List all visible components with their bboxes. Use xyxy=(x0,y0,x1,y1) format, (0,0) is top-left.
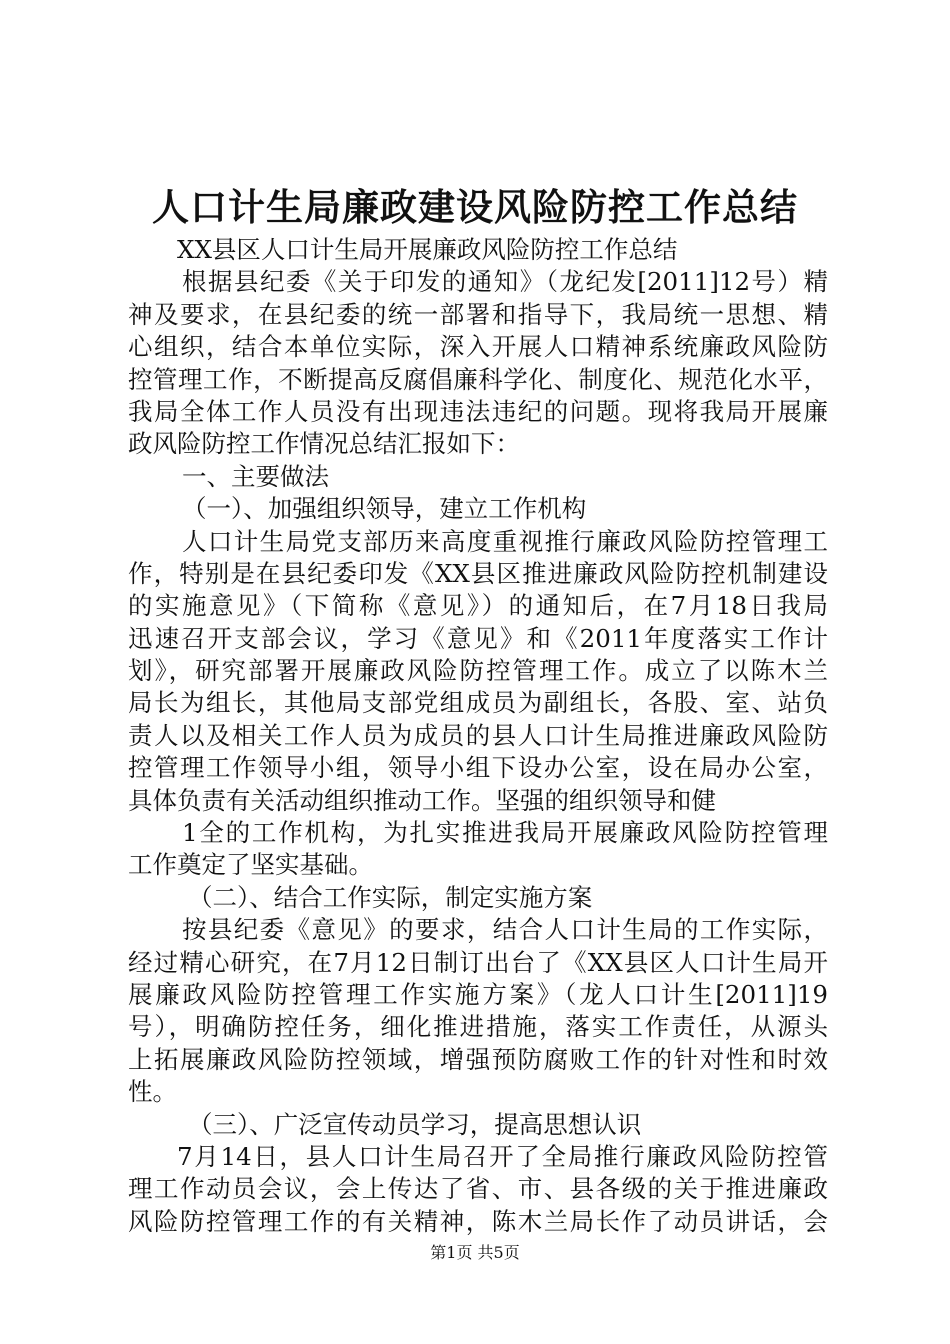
paragraph-line: 展廉政风险防控管理工作实施方案》（龙人口计生[2011]19 xyxy=(128,979,828,1009)
document-body xyxy=(128,234,828,1238)
paragraph-line: 号），明确防控任务，细化推进措施，落实工作责任，从源头 xyxy=(128,1012,828,1042)
subsection-heading: （三）、广泛宣传动员学习，提高思想认识 xyxy=(188,1109,642,1139)
paragraph-line: 具体负责有关活动组织推动工作。坚强的组织领导和健 xyxy=(128,785,716,815)
paragraph-line: 责人以及相关工作人员为成员的县人口计生局推进廉政风险防 xyxy=(128,720,828,750)
paragraph-line: 心组织，结合本单位实际，深入开展人口精神系统廉政风险防 xyxy=(128,332,828,362)
paragraph-line: 7月14日，县人口计生局召开了全局推行廉政风险防控管 xyxy=(177,1141,828,1171)
paragraph-line: 划》，研究部署开展廉政风险防控管理工作。成立了以陈木兰 xyxy=(128,656,828,686)
paragraph-line: 1全的工作机构，为扎实推进我局开展廉政风险防控管理 xyxy=(182,818,828,848)
paragraph-line: 经过精心研究，在7月12日制订出台了《XX县区人口计生局开 xyxy=(128,947,828,977)
subsection-heading: （一）、加强组织领导，建立工作机构 xyxy=(182,494,587,524)
paragraph-line: 神及要求，在县纪委的统一部署和指导下，我局统一思想、精 xyxy=(128,299,828,329)
paragraph-line: 风险防控管理工作的有关精神，陈木兰局长作了动员讲话，会 xyxy=(128,1206,828,1236)
paragraph-line: 政风险防控工作情况总结汇报如下： xyxy=(128,429,520,459)
subtitle-line: XX县区人口计生局开展廉政风险防控工作总结 xyxy=(177,235,678,264)
paragraph-line: 我局全体工作人员没有出现违法违纪的问题。现将我局开展廉 xyxy=(128,396,828,426)
paragraph-line: 控管理工作领导小组，领导小组下设办公室，设在局办公室， xyxy=(128,753,828,783)
paragraph-line: 人口计生局党支部历来高度重视推行廉政风险防控管理工 xyxy=(182,526,828,556)
paragraph-line: 根据县纪委《关于印发的通知》（龙纪发[2011]12号）精 xyxy=(182,267,828,297)
page-number: 第1页 共5页 xyxy=(430,1243,520,1262)
paragraph-line: 的实施意见》（下简称《意见》）的通知后，在7月18日我局 xyxy=(128,591,828,621)
paragraph-line: 局长为组长，其他局支部党组成员为副组长，各股、室、站负 xyxy=(128,688,828,718)
paragraph-line: 工作奠定了坚实基础。 xyxy=(128,850,373,880)
paragraph-line: 性。 xyxy=(128,1077,177,1107)
subsection-heading: （二）、结合工作实际，制定实施方案 xyxy=(188,882,593,912)
paragraph-line: 迅速召开支部会议，学习《意见》和《2011年度落实工作计 xyxy=(128,623,828,653)
paragraph-line: 按县纪委《意见》的要求，结合人口计生局的工作实际， xyxy=(182,915,828,945)
paragraph-line: 上拓展廉政风险防控领域，增强预防腐败工作的针对性和时效 xyxy=(128,1044,828,1074)
paragraph-line: 作，特别是在县纪委印发《XX县区推进廉政风险防控机制建设 xyxy=(128,558,828,588)
section-heading: 一、主要做法 xyxy=(182,461,329,491)
document-title: 人口计生局廉政建设风险防控工作总结 xyxy=(152,185,798,229)
paragraph-line: 理工作动员会议，会上传达了省、市、县各级的关于推进廉政 xyxy=(128,1174,828,1204)
paragraph-line: 控管理工作，不断提高反腐倡廉科学化、制度化、规范化水平， xyxy=(128,364,828,394)
